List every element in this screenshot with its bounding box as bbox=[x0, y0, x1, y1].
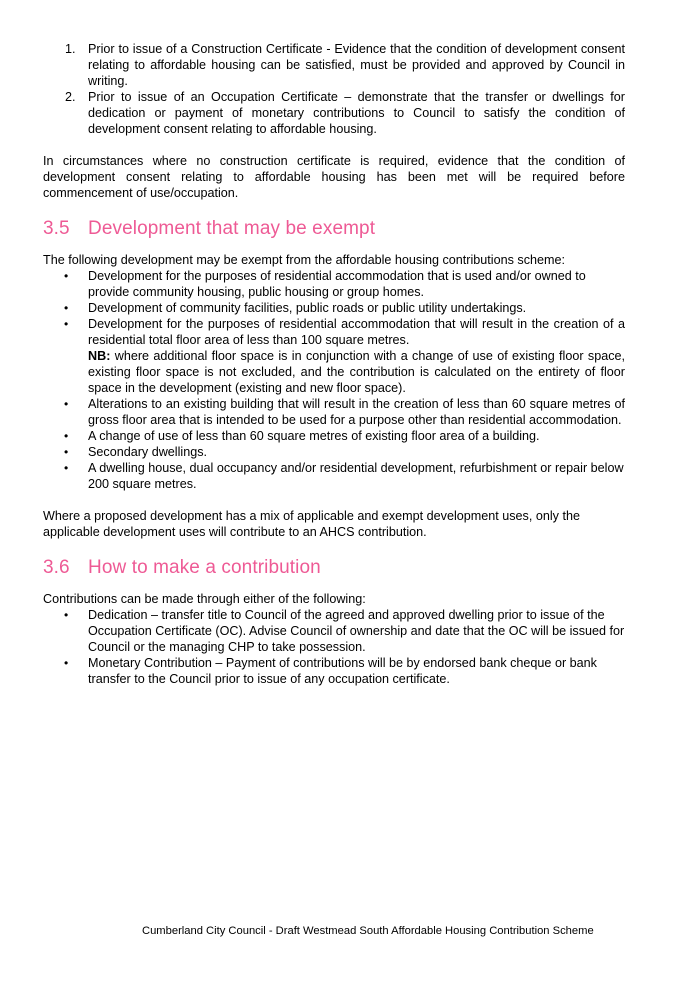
list-item bbox=[43, 268, 625, 300]
list-item bbox=[43, 428, 625, 444]
bullet-icon: • bbox=[64, 397, 69, 411]
list-item-text: Secondary dwellings. bbox=[88, 445, 208, 459]
list-item-text: Development for the purposes of residential accommodation that will result in the creation of a residential total floor area of less than 100 square metres. bbox=[88, 317, 625, 347]
section-heading-3-5 bbox=[43, 218, 625, 240]
list-number: 1. bbox=[65, 42, 76, 56]
nb-note bbox=[88, 348, 625, 396]
list-number: 2. bbox=[65, 90, 76, 104]
bullet-icon: • bbox=[64, 656, 69, 670]
section-number: 3.6 bbox=[43, 557, 70, 578]
certificate-steps-list bbox=[43, 41, 625, 137]
list-item-text: Prior to issue of an Occupation Certificate – demonstrate that the transfer or dwellings for dedication or payment of monetary contributions to Council to satisfy the condition of development consent relating to affordable housing. bbox=[88, 90, 625, 136]
section-number: 3.5 bbox=[43, 218, 70, 239]
bullet-icon: • bbox=[64, 461, 69, 475]
bullet-icon: • bbox=[64, 269, 69, 283]
bullet-icon: • bbox=[64, 429, 69, 443]
list-item bbox=[43, 396, 625, 428]
list-item bbox=[43, 300, 625, 316]
section-closing-paragraph: Where a proposed development has a mix of applicable and exempt development uses, only the applicable development uses will contribute to an AHCS contribution. bbox=[43, 509, 580, 539]
list-item bbox=[43, 444, 625, 460]
section-lead: Contributions can be made through either of the following: bbox=[43, 592, 366, 606]
section-heading-3-6 bbox=[43, 557, 625, 579]
list-item bbox=[43, 316, 625, 396]
bullet-icon: • bbox=[64, 445, 69, 459]
nb-text: where additional floor space is in conjunction with a change of use of existing floor space, existing floor space is not excluded, and the contribution is calculated on the entirety of floor space in the development (existing and new floor space). bbox=[88, 349, 625, 395]
section-title: Development that may be exempt bbox=[88, 218, 376, 239]
bullet-icon: • bbox=[64, 608, 69, 622]
list-item-text: Monetary Contribution – Payment of contributions will be by endorsed bank cheque or bank transfer to the Council prior to issue of any occupation certificate. bbox=[88, 656, 597, 686]
list-item bbox=[43, 607, 625, 655]
document-page bbox=[43, 41, 625, 687]
section-title: How to make a contribution bbox=[88, 557, 321, 578]
page-footer: Cumberland City Council - Draft Westmead South Affordable Housing Contribution Scheme bbox=[142, 925, 594, 937]
exempt-development-list bbox=[43, 268, 625, 492]
list-item-text: A change of use of less than 60 square metres of existing floor area of a building. bbox=[88, 429, 540, 443]
bullet-icon: • bbox=[64, 301, 69, 315]
list-item bbox=[43, 655, 625, 687]
section-lead: The following development may be exempt from the affordable housing contributions scheme: bbox=[43, 253, 566, 267]
list-item-text: Development for the purposes of residential accommodation that is used and/or owned to provide community housing, public housing or group homes. bbox=[88, 269, 586, 299]
list-item bbox=[43, 41, 625, 89]
intro-paragraph: In circumstances where no construction certificate is required, evidence that the condition of development consent relating to affordable housing has been met will be required before commencement of use/occupation. bbox=[43, 154, 625, 200]
list-item bbox=[43, 89, 625, 137]
contribution-methods-list bbox=[43, 607, 625, 687]
list-item-text: Development of community facilities, public roads or public utility undertakings. bbox=[88, 301, 527, 315]
list-item-text: Alterations to an existing building that will result in the creation of less than 60 square metres of gross floor area that is intended to be used for a purpose other than residential accommodation. bbox=[88, 397, 625, 427]
bullet-icon: • bbox=[64, 317, 69, 331]
list-item-text: Dedication – transfer title to Council of the agreed and approved dwelling prior to issue of the Occupation Certificate (OC). Advise Council of ownership and date that the OC will be issued for Council or the managing CHP to take possession. bbox=[88, 608, 625, 654]
list-item bbox=[43, 460, 625, 492]
nb-label: NB: bbox=[88, 349, 111, 363]
list-item-text: A dwelling house, dual occupancy and/or residential development, refurbishment or repair below 200 square metres. bbox=[88, 461, 624, 491]
list-item-text: Prior to issue of a Construction Certificate - Evidence that the condition of development consent relating to affordable housing can be satisfied, must be provided and approved by Council in writing. bbox=[88, 42, 625, 88]
